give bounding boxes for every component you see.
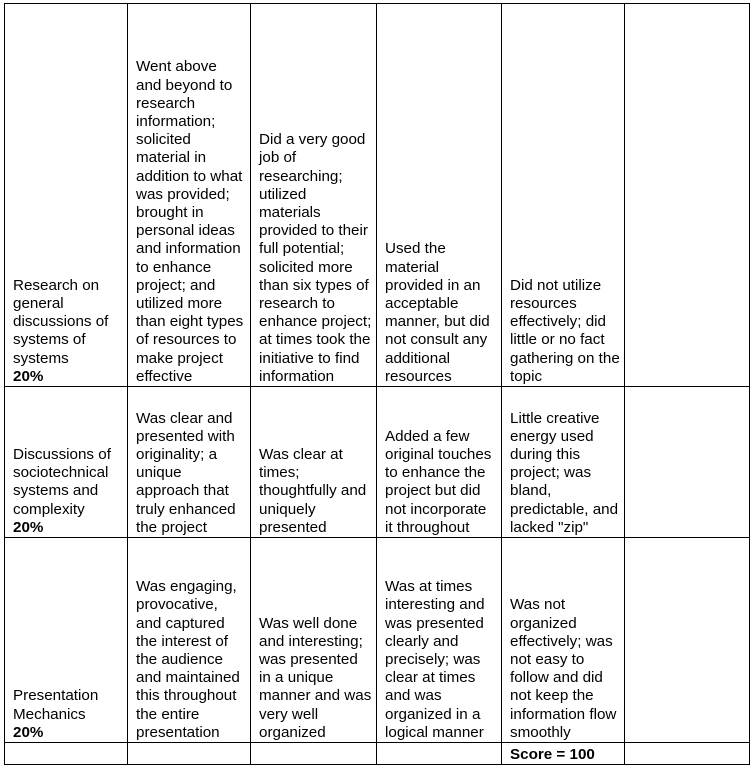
category-weight: 20% xyxy=(13,518,44,536)
table-row xyxy=(5,4,750,387)
criteria-cell-level-3: Was at times interesting and was presented clearly and precisely; was clear at times and was organized in a logical manner xyxy=(377,538,502,743)
criteria-cell-level-3: Added a few original touches to enhance the project but did not incorporate it throughout xyxy=(377,387,502,538)
criteria-cell-level-1: Was clear and presented with originality; a unique approach that truly enhanced the project xyxy=(128,387,251,538)
category-label: Presentation Mechanics xyxy=(13,687,99,723)
table-row xyxy=(5,387,750,538)
empty-cell xyxy=(625,743,750,765)
criteria-cell-level-1: Was engaging, provocative, and captured the interest of the audience and maintained this throughout the entire presentation xyxy=(128,538,251,743)
category-cell xyxy=(5,387,128,538)
category-cell xyxy=(5,4,128,387)
category-weight: 20% xyxy=(13,723,44,741)
total-score: Score = 100 xyxy=(502,743,625,765)
criteria-cell-level-2: Was clear at times; thoughtfully and uniquely presented xyxy=(251,387,377,538)
category-label: Research on general discussions of systems of systems xyxy=(13,276,109,367)
table-row xyxy=(5,538,750,743)
empty-cell xyxy=(5,743,128,765)
criteria-cell-level-4: Was not organized effectively; was not easy to follow and did not keep the information flow smoothly xyxy=(502,538,625,743)
empty-cell xyxy=(377,743,502,765)
category-cell xyxy=(5,538,128,743)
score-row xyxy=(5,743,750,765)
score-cell xyxy=(625,387,750,538)
category-weight: 20% xyxy=(13,367,44,385)
rubric-table xyxy=(4,3,750,765)
criteria-cell-level-4: Did not utilize resources effectively; did little or no fact gathering on the topic xyxy=(502,4,625,387)
score-cell xyxy=(625,538,750,743)
empty-cell xyxy=(128,743,251,765)
score-cell xyxy=(625,4,750,387)
criteria-cell-level-1: Went above and beyond to research information; solicited material in addition to what was provided; brought in personal ideas and information to enhance project; and utilized more than eight types of resources to make project effective xyxy=(128,4,251,387)
category-label: Discussions of sociotechnical systems and complexity xyxy=(13,445,111,518)
criteria-cell-level-4: Little creative energy used during this project; was bland, predictable, and lacked "zip" xyxy=(502,387,625,538)
criteria-cell-level-2: Was well done and interesting; was presented in a unique manner and was very well organized xyxy=(251,538,377,743)
criteria-cell-level-3: Used the material provided in an acceptable manner, but did not consult any additional resources xyxy=(377,4,502,387)
empty-cell xyxy=(251,743,377,765)
criteria-cell-level-2: Did a very good job of researching; utilized materials provided to their full potential; solicited more than six types of research to enhance project; at times took the initiative to find information xyxy=(251,4,377,387)
